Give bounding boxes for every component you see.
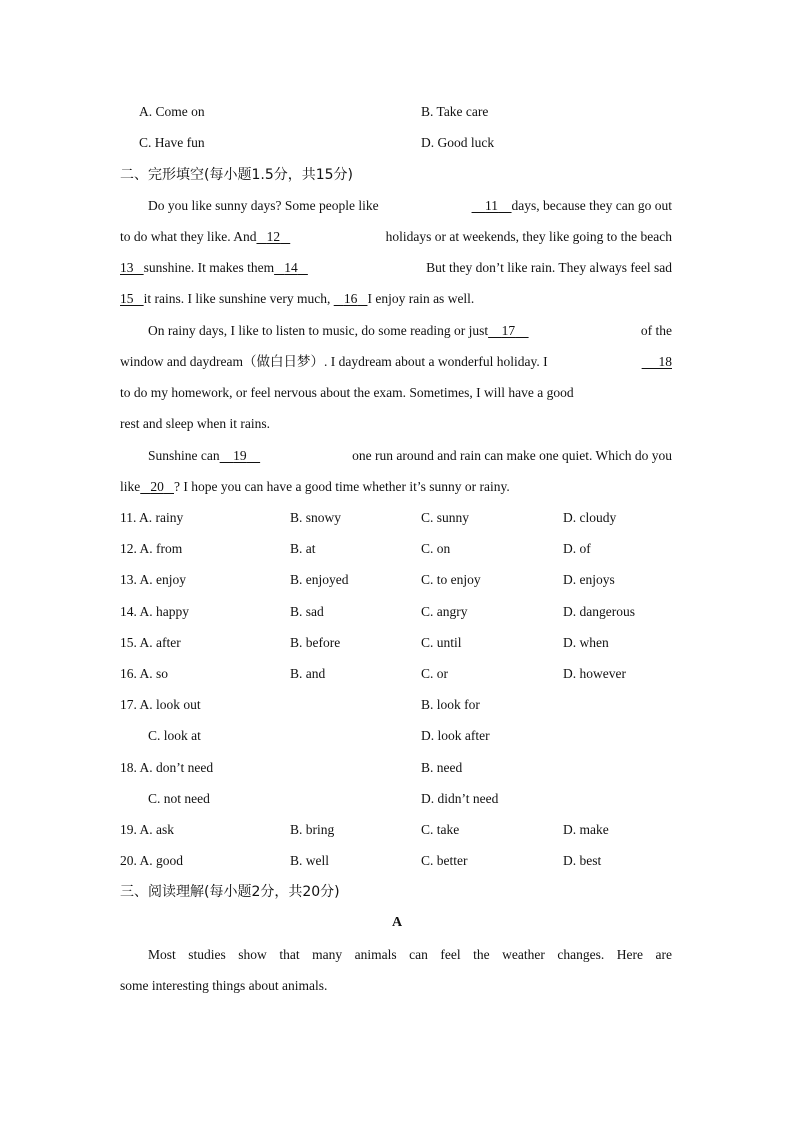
- passage-text: some interesting things about animals.: [120, 978, 328, 993]
- cloze-paragraph-3: [120, 446, 672, 508]
- blank-17: 17: [501, 323, 516, 338]
- paragraph-line: [120, 196, 672, 227]
- question-18: 18. A. don’t need: [120, 760, 214, 775]
- paragraph-line: [120, 446, 672, 477]
- option: C. until: [421, 635, 462, 650]
- option: B. need: [421, 760, 463, 775]
- option: D. of: [563, 541, 591, 556]
- passage-text: it rains. I like sunshine very much,: [143, 291, 331, 306]
- option: B. look for: [421, 697, 480, 712]
- blank-15: 15: [120, 291, 134, 306]
- passage-text: sunshine. It makes them: [143, 260, 275, 275]
- option: D. cloudy: [563, 510, 617, 525]
- option: D. look after: [421, 728, 490, 743]
- passage-text: to do my homework, or feel nervous about the exam. Sometimes, I will have a good: [120, 385, 574, 400]
- passage-text: rest and sleep when it rains.: [120, 416, 270, 431]
- paragraph-line: [120, 352, 672, 383]
- passage-text: Most studies show that many animals can feel the weather changes. Here are: [148, 947, 672, 962]
- blank-11: 11: [485, 198, 499, 213]
- option: D. however: [563, 666, 626, 681]
- paragraph-line: [120, 383, 672, 414]
- option: B. and: [290, 666, 326, 681]
- paragraph-line: [120, 945, 672, 976]
- blank-20: 20: [150, 479, 164, 494]
- paragraph-line: [120, 414, 672, 445]
- paragraph-line: [120, 976, 672, 1007]
- option: B. at: [290, 541, 316, 556]
- question-11: 11. A. rainy: [120, 510, 184, 525]
- blank-14: 14: [284, 260, 298, 275]
- paragraph-line: [120, 258, 672, 289]
- question-13: 13. A. enjoy: [120, 572, 186, 587]
- option: C. look at: [148, 728, 201, 743]
- paragraph-line: [120, 227, 672, 258]
- option-c: C. Have fun: [139, 135, 205, 150]
- question-16: 16. A. so: [120, 666, 169, 681]
- option: D. when: [563, 635, 609, 650]
- paragraph-line: [120, 321, 672, 352]
- option: C. take: [421, 822, 460, 837]
- option: B. before: [290, 635, 341, 650]
- passage-text: days, because they can go out: [511, 198, 672, 213]
- reading-intro: [120, 945, 672, 1007]
- blank-18: 18: [658, 354, 672, 369]
- passage-text: holidays or at weekends, they like going to the beach: [385, 229, 672, 244]
- passage-text: window and daydream（做白日梦）. I daydream about a wonderful holiday. I: [120, 354, 548, 369]
- blank-12: 12: [266, 229, 281, 244]
- passage-text: I enjoy rain as well.: [367, 291, 475, 306]
- option: C. angry: [421, 604, 468, 619]
- option: B. enjoyed: [290, 572, 349, 587]
- passage-text: Do you like sunny days? Some people like: [148, 198, 379, 213]
- option: D. enjoys: [563, 572, 615, 587]
- passage-text: like: [120, 479, 141, 494]
- paragraph-line: [120, 477, 672, 508]
- option-d: D. Good luck: [421, 135, 495, 150]
- passage-label: A: [391, 915, 403, 930]
- blank-13: 13: [120, 260, 134, 275]
- option: D. make: [563, 822, 609, 837]
- option: C. on: [421, 541, 451, 556]
- question-14: 14. A. happy: [120, 604, 189, 619]
- passage-text: of the: [640, 323, 672, 338]
- question-17: 17. A. look out: [120, 697, 201, 712]
- passage-text: But they don’t like rain. They always feel sad: [426, 260, 672, 275]
- option-a: A. Come on: [139, 104, 205, 119]
- paragraph-line: [120, 289, 672, 320]
- cloze-paragraph-1: [120, 196, 672, 320]
- question-20: 20. A. good: [120, 853, 184, 868]
- passage-text: one run around and rain can make one quiet. Which do you: [352, 448, 672, 463]
- option: D. dangerous: [563, 604, 635, 619]
- option: B. snowy: [290, 510, 342, 525]
- option: C. better: [421, 853, 468, 868]
- passage-text: Sunshine can: [148, 448, 220, 463]
- passage-text: ? I hope you can have a good time whether it’s sunny or rainy.: [174, 479, 510, 494]
- section-heading-reading: 三、阅读理解(每小题2分，共20分): [120, 884, 340, 900]
- option: B. well: [290, 853, 329, 868]
- option: C. not need: [148, 791, 210, 806]
- blank-19: 19: [233, 448, 247, 463]
- option-b: B. Take care: [421, 104, 489, 119]
- section-heading-cloze: 二、完形填空(每小题1.5分，共15分): [120, 167, 354, 183]
- question-19: 19. A. ask: [120, 822, 174, 837]
- option: B. bring: [290, 822, 335, 837]
- option: D. didn’t need: [421, 791, 499, 806]
- option: B. sad: [290, 604, 324, 619]
- option: C. to enjoy: [421, 572, 481, 587]
- question-15: 15. A. after: [120, 635, 181, 650]
- passage-text: to do what they like. And: [120, 229, 257, 244]
- option: C. sunny: [421, 510, 470, 525]
- passage-text: On rainy days, I like to listen to music, do some reading or just: [148, 323, 489, 338]
- option: C. or: [421, 666, 448, 681]
- blank-16: 16: [343, 291, 358, 306]
- cloze-paragraph-2: [120, 321, 672, 445]
- option: D. best: [563, 853, 602, 868]
- question-12: 12. A. from: [120, 541, 183, 556]
